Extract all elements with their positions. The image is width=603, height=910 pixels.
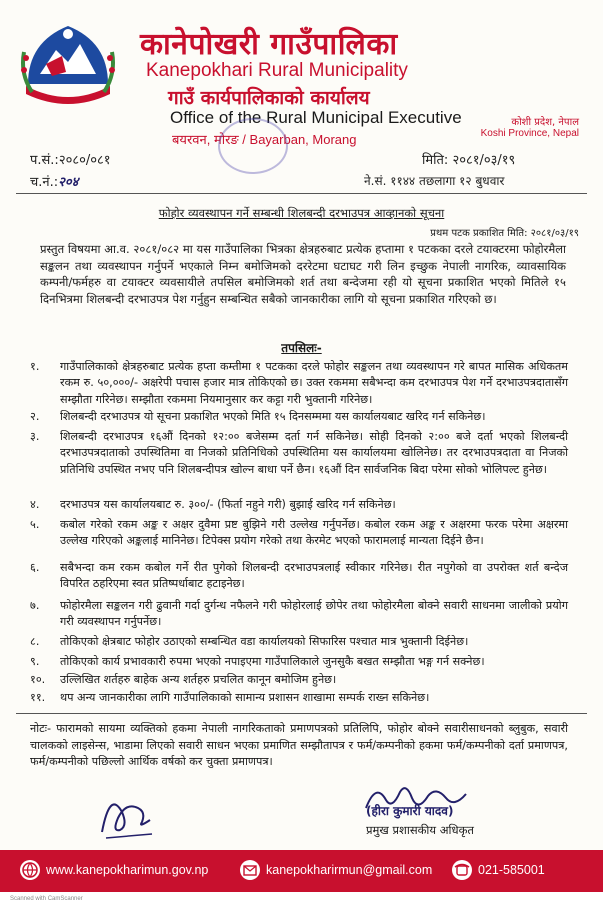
item-number: ४.	[30, 498, 40, 511]
note-paragraph: नोटः- फारामको सायमा व्यक्तिको हकमा नेपाली नागरिकताको प्रमाणपत्रको प्रतिलिपि, फोहोर बोक्ने सवारीसाधनको ब्लुबुक, सवारी चालकको लाइसेन्स, भाडामा लिएको सवारी साधन भएका प्रमाणित सम्झौतापत्र र फर्म/कम्पनीको हकमा फर्म/कम्पनीको दर्ता प्रमाणपत्र, फर्म/कम्पनीको पछिल्लो आर्थिक वर्षको कर चुक्ता प्रमाणपत्र।	[30, 722, 568, 768]
item-text: फोहोरमैला सङ्कलन गरी ढुवानी गर्दा दुर्गन्ध नफैलने गरी फोहोरलाई छोपेर तथा फोहोरमैला बोक्ने सवारी साधनमा जालीको प्रयोग गरी व्यवस्थापन गर्नुपर्नेछ।	[60, 599, 568, 629]
notice-intro: प्रस्तुत विषयमा आ.व. २०८१/०८२ मा यस गाउँपालिका भित्रका क्षेत्रहरुबाट प्रत्येक हप्तामा १ पटकका दरले टयाक्टरमा फोहोरमैला सङ्कलन तथा व्यवस्थापन गर्नुपर्ने भएकाले निम्न बमोजिमको दररेटमा घटाघट गरी लिन इच्छुक नेपाली नागरिक, व्यावसायिक कम्पनी/फर्महरु वा टयाक्टर व्यवसायीले तपसिल बमोजिमको शर्त तथा बन्देजमा रही यो सूचना प्रकाशित भएको मितिले १५ दिनभित्रमा शिलबन्दी दरभाउपत्र पेश गर्नुहुन सम्बन्धित सबैको जानकारीका लागि यो सूचना प्रकाशित गरिएको छ।	[40, 242, 566, 306]
phone-icon	[452, 860, 472, 880]
item-number: २.	[30, 410, 40, 423]
list-item	[30, 690, 568, 706]
list-item	[30, 560, 568, 593]
office-address: बयरवन, मोरङ / Bayarban, Morang	[172, 132, 357, 147]
scanner-watermark: Scanned with CamScanner	[0, 892, 603, 910]
item-text: उल्लिखित शर्तहरु बाहेक अन्य शर्तहरु प्रचलित कानून बमोजिम हुनेछ।	[60, 673, 337, 686]
item-number: ९.	[30, 655, 40, 668]
date-label: मिति:	[422, 153, 449, 168]
list-item	[30, 654, 568, 670]
item-text: थप अन्य जानकारीका लागि गाउँपालिकाको सामान्य प्रशासन शाखामा सम्पर्क राख्न सकिनेछ।	[60, 691, 430, 704]
signature-left	[92, 782, 162, 842]
office-name-nepali: गाउँ कार्यपालिकाको कार्यालय	[168, 87, 370, 109]
item-text: दरभाउपत्र यस कार्यालयबाट रु. ३००/- (फिर्ता नहुने गरी) बुझाई खरिद गर्न सकिनेछ।	[60, 498, 396, 511]
list-item	[30, 672, 568, 688]
footer-bar	[0, 850, 603, 892]
province-english: Koshi Province, Nepal	[480, 128, 579, 139]
letterhead	[0, 0, 603, 145]
item-text: गाउँपालिकाको क्षेत्रहरुबाट प्रत्येक हप्ता कम्तीमा १ पटकका दरले फोहोर सङ्कलन तथा व्यवस्थापन गरे बापत मासिक अधिकतम रकम रु. ५०,०००/- अक्षरेपी पचास हजार मात्र तोकिएको छ। उक्त रकममा सबैभन्दा कम दरभाउपत्र पेश गर्ने दरभाउपत्रदातासँग सम्झौता गरिनेछ। सम्झौता रकममा नियमानुसार कर कट्टा गरी भुक्तानी गरिनेछ।	[60, 360, 568, 406]
office-seal-stamp	[218, 118, 288, 174]
email-link[interactable]: kanepokharirmun@gmail.com	[266, 863, 433, 877]
item-number: ३.	[30, 430, 40, 443]
cn-value: २०४	[58, 175, 79, 190]
list-item	[30, 497, 568, 513]
ps-label: प.सं.:	[30, 153, 59, 168]
tapasil-heading: तपसिलः-	[281, 341, 322, 355]
list-item	[30, 409, 568, 425]
item-text: शिलबन्दी दरभाउपत्र यो सूचना प्रकाशित भएको मिति १५ दिनसम्ममा यस कार्यालयबाट खरिद गर्न सकिनेछ।	[60, 410, 486, 423]
website-link[interactable]: www.kanepokharimun.gov.np	[46, 863, 209, 877]
organization-name-nepali: कानेपोखरी गाउँपालिका	[140, 27, 398, 62]
email-icon	[240, 860, 260, 880]
globe-icon	[20, 860, 40, 880]
date-value: २०८१/०३/१९	[452, 153, 516, 168]
item-text: तोकिएको क्षेत्रबाट फोहोर उठाएको सम्बन्धित वडा कार्यालयको सिफारिस पश्चात मात्र भुक्तानी दिईनेछ।	[60, 635, 469, 648]
reference-date	[422, 150, 515, 168]
item-number: ७.	[30, 599, 40, 612]
signatory-title: प्रमुख प्रशासकीय अधिकृत	[366, 823, 474, 837]
province-nepali: कोशी प्रदेश, नेपाल	[511, 117, 579, 128]
organization-name-english: Kanepokhari Rural Municipality	[146, 60, 408, 81]
reference-ps	[30, 150, 111, 168]
notice-subject: फोहोर व्यवस्थापन गर्ने सम्बन्धी शिलबन्दी दरभाउपत्र आव्हानको सूचना	[158, 206, 445, 220]
list-item	[30, 429, 568, 478]
item-text: तोकिएको कार्य प्रभावकारी रुपमा भएको नपाइएमा गाउँपालिकाले जुनसुकै बखत सम्झौता भङ्ग गर्न सक्नेछ।	[60, 655, 485, 668]
signatory-name: (हीरा कुमारी यादव)	[366, 804, 454, 818]
first-published-date: प्रथम पटक प्रकाशित मिति: २०८१/०३/१९	[430, 228, 579, 239]
divider	[16, 193, 587, 194]
item-text: कबोल गरेको रकम अङ्क र अक्षर दुवैमा प्रष्ट बुझिने गरी उल्लेख गर्नुपर्नेछ। कबोल रकम अङ्क र अक्षरमा फरक परेमा अक्षरमा उल्लेख गरिएको अङ्कलाई मानिनेछ। टिपेक्स प्रयोग गरेको तथा केरमेट भएको फारामलाई मान्यता दिईने छैन।	[60, 518, 568, 548]
item-number: १०.	[30, 673, 46, 686]
list-item	[30, 517, 568, 550]
item-number: ११.	[30, 691, 46, 704]
item-number: ८.	[30, 635, 40, 648]
item-text: शिलबन्दी दरभाउपत्र १६औं दिनको १२:०० बजेसम्म दर्ता गर्न सकिनेछ। सोही दिनको २:०० बजे दर्ता भएको शिलबन्दी दरभाउपत्रदाताको उपस्थितिमा वा निजको प्रतिनिधिको उपस्थितिमा यस कार्यालयमा खोलिनेछ। तर दरभाउपत्रदाता वा निजको प्रतिनिधि उपस्थित नभए पनि शिलबन्दीपत्र खोल्न बाधा पर्ने छैन। १६औं दिन सार्वजनिक बिदा परेमा सोको भोलिपल्ट हुनेछ।	[60, 430, 568, 476]
list-item	[30, 598, 568, 631]
nepal-sambat-date: ने.सं. ११४४ तछलागा १२ बुधवार	[364, 174, 505, 188]
ps-value: २०८०/०८१	[58, 153, 111, 168]
cn-label: च.नं.:	[30, 175, 59, 190]
item-number: १.	[30, 360, 40, 373]
phone-number: 021-585001	[478, 863, 545, 877]
list-item	[30, 359, 568, 408]
divider	[16, 713, 587, 714]
item-text: सबैभन्दा कम रकम कबोल गर्ने रीत पुगेको शिलबन्दी दरभाउपत्रलाई स्वीकार गरिनेछ। रीत नपुगेको वा उपरोक्त शर्त बन्देज विपरित ठहरिएमा स्वत प्रतिष्पर्धाबाट हटाइनेछ।	[60, 561, 568, 591]
item-number: ५.	[30, 518, 40, 531]
item-number: ६.	[30, 561, 40, 574]
list-item	[30, 634, 568, 650]
office-name-english: Office of the Rural Municipal Executive	[170, 108, 462, 127]
reference-cn	[30, 172, 78, 190]
nepal-emblem-icon	[18, 12, 118, 112]
